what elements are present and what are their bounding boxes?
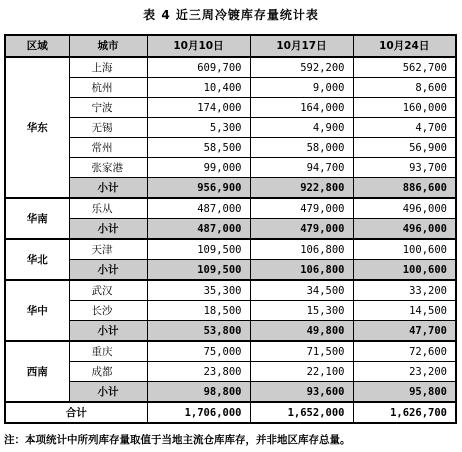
value-cell: 18,500 xyxy=(147,301,250,321)
group-south xyxy=(5,198,456,239)
subtotal-label: 小计 xyxy=(69,260,147,281)
value-cell: 22,100 xyxy=(250,362,353,382)
region-cell: 西南 xyxy=(5,341,69,402)
value-cell: 94,700 xyxy=(250,158,353,178)
city-cell: 重庆 xyxy=(69,341,147,362)
subtotal-value: 106,800 xyxy=(250,260,353,281)
subtotal-value: 886,600 xyxy=(353,178,456,199)
subtotal-label: 小计 xyxy=(69,219,147,240)
group-central xyxy=(5,280,456,341)
value-cell: 14,500 xyxy=(353,301,456,321)
table-row xyxy=(5,98,456,118)
value-cell: 592,200 xyxy=(250,57,353,78)
value-cell: 56,900 xyxy=(353,138,456,158)
subtotal-row xyxy=(5,260,456,281)
subtotal-value: 956,900 xyxy=(147,178,250,199)
group-north xyxy=(5,239,456,280)
subtotal-value: 98,800 xyxy=(147,382,250,403)
header-date-3: 10月24日 xyxy=(353,35,456,57)
value-cell: 99,000 xyxy=(147,158,250,178)
value-cell: 106,800 xyxy=(250,239,353,260)
table-row xyxy=(5,118,456,138)
value-cell: 23,200 xyxy=(353,362,456,382)
subtotal-row xyxy=(5,178,456,199)
region-cell: 华北 xyxy=(5,239,69,280)
value-cell: 75,000 xyxy=(147,341,250,362)
value-cell: 487,000 xyxy=(147,198,250,219)
total-value: 1,706,000 xyxy=(147,402,250,423)
table-row xyxy=(5,362,456,382)
value-cell: 4,900 xyxy=(250,118,353,138)
value-cell: 8,600 xyxy=(353,78,456,98)
value-cell: 5,300 xyxy=(147,118,250,138)
city-cell: 长沙 xyxy=(69,301,147,321)
city-cell: 上海 xyxy=(69,57,147,78)
value-cell: 4,700 xyxy=(353,118,456,138)
table-row xyxy=(5,57,456,78)
city-cell: 张家港 xyxy=(69,158,147,178)
value-cell: 33,200 xyxy=(353,280,456,301)
city-cell: 无锡 xyxy=(69,118,147,138)
table-row xyxy=(5,239,456,260)
subtotal-value: 109,500 xyxy=(147,260,250,281)
value-cell: 10,400 xyxy=(147,78,250,98)
value-cell: 109,500 xyxy=(147,239,250,260)
value-cell: 160,000 xyxy=(353,98,456,118)
subtotal-value: 487,000 xyxy=(147,219,250,240)
subtotal-value: 95,800 xyxy=(353,382,456,403)
value-cell: 35,300 xyxy=(147,280,250,301)
header-date-1: 10月10日 xyxy=(147,35,250,57)
value-cell: 93,700 xyxy=(353,158,456,178)
table-row xyxy=(5,198,456,219)
subtotal-label: 小计 xyxy=(69,321,147,342)
city-cell: 天津 xyxy=(69,239,147,260)
table-row xyxy=(5,301,456,321)
city-cell: 宁波 xyxy=(69,98,147,118)
value-cell: 23,800 xyxy=(147,362,250,382)
header-date-2: 10月17日 xyxy=(250,35,353,57)
value-cell: 15,300 xyxy=(250,301,353,321)
value-cell: 174,000 xyxy=(147,98,250,118)
subtotal-value: 53,800 xyxy=(147,321,250,342)
value-cell: 100,600 xyxy=(353,239,456,260)
subtotal-row xyxy=(5,219,456,240)
city-cell: 成都 xyxy=(69,362,147,382)
value-cell: 58,500 xyxy=(147,138,250,158)
value-cell: 164,000 xyxy=(250,98,353,118)
table-row xyxy=(5,341,456,362)
city-cell: 常州 xyxy=(69,138,147,158)
subtotal-label: 小计 xyxy=(69,178,147,199)
region-cell: 华东 xyxy=(5,57,69,198)
value-cell: 72,600 xyxy=(353,341,456,362)
city-cell: 杭州 xyxy=(69,78,147,98)
subtotal-row xyxy=(5,321,456,342)
header-row xyxy=(5,35,456,57)
subtotal-value: 47,700 xyxy=(353,321,456,342)
value-cell: 562,700 xyxy=(353,57,456,78)
city-cell: 武汉 xyxy=(69,280,147,301)
value-cell: 496,000 xyxy=(353,198,456,219)
value-cell: 479,000 xyxy=(250,198,353,219)
table-row xyxy=(5,138,456,158)
subtotal-row xyxy=(5,382,456,403)
table-title: 表 4 近三周冷镀库存量统计表 xyxy=(143,8,319,22)
group-east xyxy=(5,57,456,198)
subtotal-value: 100,600 xyxy=(353,260,456,281)
subtotal-value: 479,000 xyxy=(250,219,353,240)
total-value: 1,626,700 xyxy=(353,402,456,423)
total-section xyxy=(5,402,456,423)
group-southwest xyxy=(5,341,456,402)
subtotal-value: 922,800 xyxy=(250,178,353,199)
region-cell: 华中 xyxy=(5,280,69,341)
value-cell: 71,500 xyxy=(250,341,353,362)
table-row xyxy=(5,78,456,98)
total-row xyxy=(5,402,456,423)
total-value: 1,652,000 xyxy=(250,402,353,423)
footnote: 注：本项统计中所列库存量取值于当地主流仓库库存，并非地区库存总量。 xyxy=(4,434,351,446)
total-label: 合计 xyxy=(5,402,147,423)
header-region: 区域 xyxy=(5,35,69,57)
value-cell: 9,000 xyxy=(250,78,353,98)
subtotal-label: 小计 xyxy=(69,382,147,403)
subtotal-value: 93,600 xyxy=(250,382,353,403)
value-cell: 609,700 xyxy=(147,57,250,78)
region-cell: 华南 xyxy=(5,198,69,239)
inventory-table xyxy=(4,34,457,424)
table-row xyxy=(5,158,456,178)
subtotal-value: 496,000 xyxy=(353,219,456,240)
value-cell: 34,500 xyxy=(250,280,353,301)
header-city: 城市 xyxy=(69,35,147,57)
subtotal-value: 49,800 xyxy=(250,321,353,342)
value-cell: 58,000 xyxy=(250,138,353,158)
table-row xyxy=(5,280,456,301)
city-cell: 乐从 xyxy=(69,198,147,219)
